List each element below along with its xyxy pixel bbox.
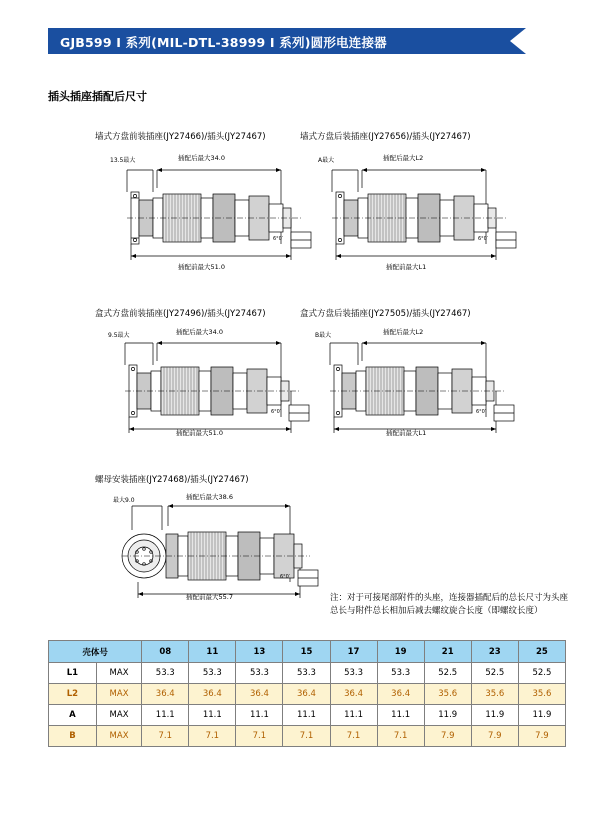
row-name: L1 [49,663,97,684]
table-row [49,684,566,705]
cell: 11.1 [377,705,424,726]
row-qualifier: MAX [96,705,141,726]
dim-bottom-4: 插配前最大L1 [386,429,427,437]
cell: 35.6 [424,684,471,705]
note-text: 注：对于可接尾部附件的头座，连接器插配后的总长尺寸为头座总长与附件总长相加后减去螺纹旋合长度（即螺纹长度） [330,593,569,616]
table-row [49,663,566,684]
cell: 53.3 [283,663,330,684]
figure-caption-1: 墙式方盘前装插座(JY27466)/插头(JY27467) [95,132,266,142]
dim-bottom-3: 插配前最大51.0 [176,429,223,437]
cell: 36.4 [142,684,189,705]
row-name: L2 [49,684,97,705]
page-header [48,28,564,54]
cell: 7.1 [283,726,330,747]
svg-text:6°0′: 6°0′ [273,236,283,242]
row-qualifier: MAX [96,663,141,684]
section-title: 插头插座插配后尺寸 [48,90,147,103]
cell: 11.1 [330,705,377,726]
cell: 7.1 [377,726,424,747]
dim-top-4: 插配后最大L2 [383,328,424,336]
row-name: A [49,705,97,726]
dim-left-5: 最大9.0 [113,497,135,504]
table-row [49,705,566,726]
cell: 7.1 [142,726,189,747]
cell: 11.1 [283,705,330,726]
row-qualifier: MAX [96,684,141,705]
svg-text:6°0′: 6°0′ [271,409,281,415]
figure-caption-4: 盒式方盘后装插座(JY27505)/插头(JY27467) [300,309,471,319]
figure-caption-5: 螺母安装插座(JY27468)/插头(JY27467) [95,475,249,485]
cell: 11.9 [518,705,565,726]
header-arrow [510,28,526,54]
cell: 53.3 [330,663,377,684]
cell: 7.1 [236,726,283,747]
row-qualifier: MAX [96,726,141,747]
row-name: B [49,726,97,747]
table-col-2: 13 [236,641,283,663]
dimensions-table [48,640,566,747]
figure-caption-3: 盒式方盘前装插座(JY27496)/插头(JY27467) [95,309,266,319]
page-title: GJB599 I 系列(MIL-DTL-38999 I 系列)圆形电连接器 [60,35,387,50]
cell: 11.9 [424,705,471,726]
cell: 53.3 [189,663,236,684]
cell: 36.4 [283,684,330,705]
cell: 11.1 [236,705,283,726]
table-header-shell-no: 壳体号 [49,641,142,663]
cell: 53.3 [377,663,424,684]
figure-caption-2: 墙式方盘后装插座(JY27656)/插头(JY27467) [300,132,471,142]
dim-left-4: B最大 [315,332,332,339]
cell: 53.3 [142,663,189,684]
dim-left-3: 9.5最大 [108,332,130,339]
cell: 11.1 [142,705,189,726]
cell: 7.9 [424,726,471,747]
cell: 7.1 [330,726,377,747]
cell: 35.6 [518,684,565,705]
cell: 36.4 [377,684,424,705]
cell: 35.6 [471,684,518,705]
cell: 52.5 [424,663,471,684]
dim-bottom-1: 插配前最大51.0 [178,263,225,271]
table-col-8: 25 [518,641,565,663]
dim-bottom-5: 插配前最大55.7 [186,593,233,601]
table-col-0: 08 [142,641,189,663]
cell: 7.1 [189,726,236,747]
dim-left-2: A最大 [318,157,335,164]
svg-text:6°0′: 6°0′ [280,574,290,580]
cell: 52.5 [471,663,518,684]
table-col-5: 19 [377,641,424,663]
dim-top-5: 插配后最大38.6 [186,493,233,501]
table-col-3: 15 [283,641,330,663]
cell: 36.4 [236,684,283,705]
cell: 11.1 [189,705,236,726]
cell: 36.4 [189,684,236,705]
table-row [49,726,566,747]
dim-bottom-2: 插配前最大L1 [386,263,427,271]
table-col-4: 17 [330,641,377,663]
table-header-row [49,641,566,663]
svg-text:6°0′: 6°0′ [478,236,488,242]
cell: 11.9 [471,705,518,726]
dim-top-3: 插配后最大34.0 [176,328,223,336]
dim-top-1: 插配后最大34.0 [178,154,225,162]
table-col-7: 23 [471,641,518,663]
svg-text:6°0′: 6°0′ [476,409,486,415]
table-col-1: 11 [189,641,236,663]
cell: 36.4 [330,684,377,705]
cell: 52.5 [518,663,565,684]
cell: 7.9 [471,726,518,747]
table-col-6: 21 [424,641,471,663]
dim-left-1: 13.5最大 [110,157,136,164]
cell: 53.3 [236,663,283,684]
dim-top-2: 插配后最大L2 [383,154,424,162]
cell: 7.9 [518,726,565,747]
